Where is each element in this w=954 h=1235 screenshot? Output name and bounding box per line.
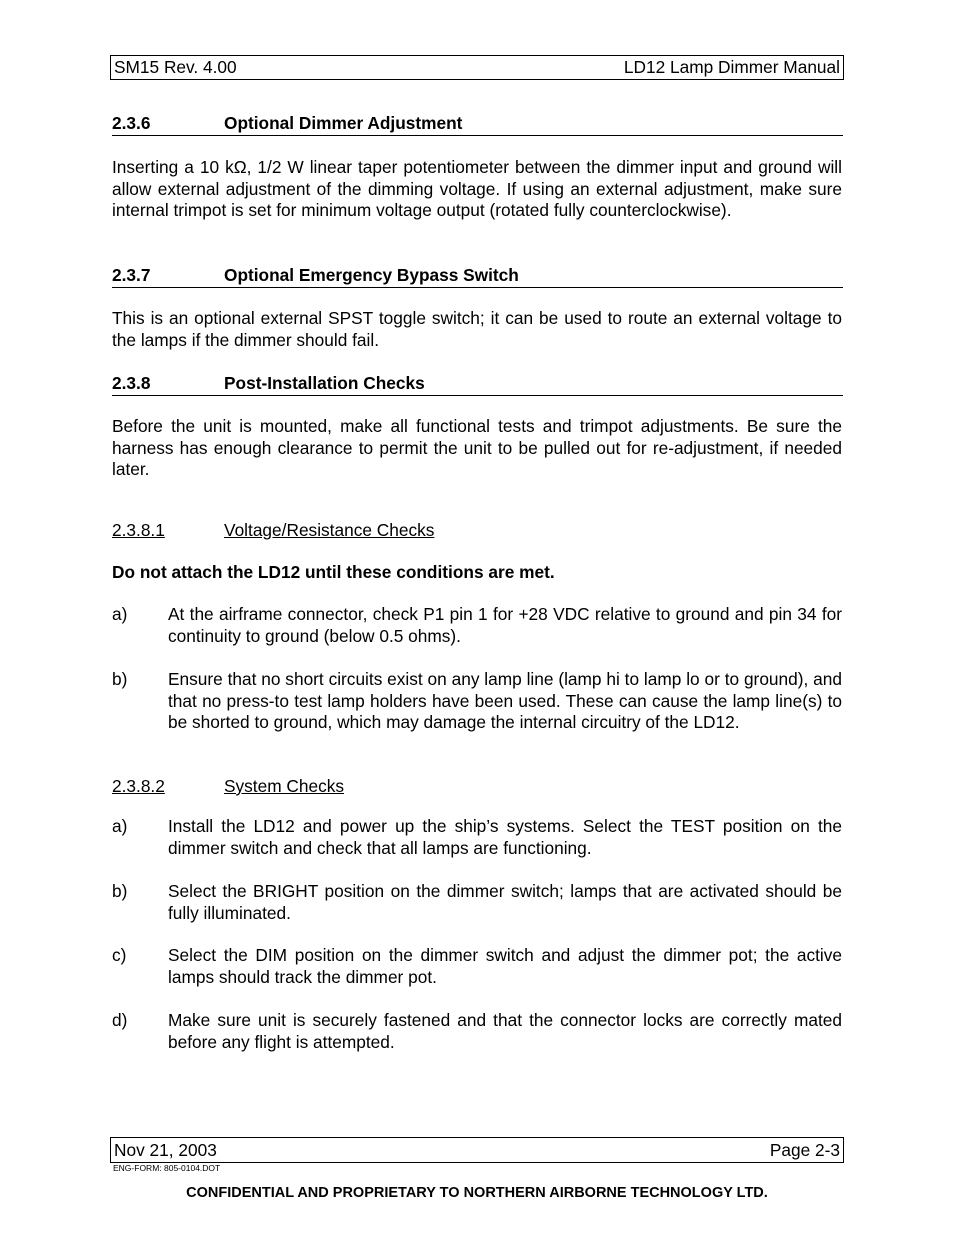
list-item-text: Select the BRIGHT position on the dimmer switch; lamps that are activated should be fully illuminated. xyxy=(168,881,842,923)
list-item xyxy=(112,881,842,924)
footer-date: Nov 21, 2003 xyxy=(114,1139,217,1160)
section-number: 2.3.7 xyxy=(112,265,151,285)
section-body-2-3-7: This is an optional external SPST toggle switch; it can be used to route an external voltage to the lamps if the dimmer should fail. xyxy=(112,308,842,350)
section-heading-2-3-8 xyxy=(112,373,843,396)
subsection-title: Voltage/Resistance Checks xyxy=(224,520,435,540)
section-heading-2-3-6 xyxy=(112,113,843,136)
subsection-number: 2.3.8.2 xyxy=(112,776,165,796)
list-item-text: Install the LD12 and power up the ship’s systems. Select the TEST position on the dimmer switch and check that all lamps are functioning. xyxy=(168,816,842,858)
header-doc-id: SM15 Rev. 4.00 xyxy=(114,57,237,77)
section-body-2-3-6: Inserting a 10 kΩ, 1/2 W linear taper potentiometer between the dimmer input and ground will allow external adjustment of the dimming voltage. If using an external adjustment, make sure internal trimpot is set for minimum voltage output (rotated fully counterclockwise). xyxy=(112,157,842,220)
list-item-label: b) xyxy=(112,881,128,901)
list-item-label: c) xyxy=(112,945,127,965)
page-header xyxy=(110,55,844,80)
subsection-title: System Checks xyxy=(224,776,345,796)
list-item-text: Make sure unit is securely fastened and that the connector locks are correctly mated before any flight is attempted. xyxy=(168,1010,842,1052)
list-item-label: d) xyxy=(112,1010,128,1030)
section-number: 2.3.6 xyxy=(112,113,151,133)
section-title: Post-Installation Checks xyxy=(224,373,425,393)
list-item xyxy=(112,669,842,734)
list-item-label: a) xyxy=(112,816,128,836)
list-item xyxy=(112,604,842,647)
form-id: ENG-FORM: 805-0104.DOT xyxy=(113,1163,221,1173)
footer-page-number: Page 2-3 xyxy=(769,1139,840,1160)
list-item xyxy=(112,1010,842,1053)
list-item-text: At the airframe connector, check P1 pin 1 for +28 VDC relative to ground and pin 34 for continuity to ground (below 0.5 ohms). xyxy=(168,604,842,646)
section-heading-2-3-7 xyxy=(112,265,843,288)
section-title: Optional Emergency Bypass Switch xyxy=(224,265,519,285)
list-item-text: Select the DIM position on the dimmer switch and adjust the dimmer pot; the active lamps should track the dimmer pot. xyxy=(168,945,842,987)
list-item-label: b) xyxy=(112,669,128,689)
list-item xyxy=(112,816,842,859)
subsection-heading-2-3-8-2 xyxy=(112,776,344,797)
header-doc-title: LD12 Lamp Dimmer Manual xyxy=(623,57,840,77)
list-item-label: a) xyxy=(112,604,128,624)
section-number: 2.3.8 xyxy=(112,373,151,393)
confidential-notice: CONFIDENTIAL AND PROPRIETARY TO NORTHERN AIRBORNE TECHNOLOGY LTD. xyxy=(186,1185,768,1201)
subsection-heading-2-3-8-1 xyxy=(112,520,434,541)
subsection-number: 2.3.8.1 xyxy=(112,520,165,540)
warning-text: Do not attach the LD12 until these conditions are met. xyxy=(112,562,555,582)
section-body-2-3-8: Before the unit is mounted, make all functional tests and trimpot adjustments. Be sure the harness has enough clearance to permit the unit to be pulled out for re-adjustment, if needed later. xyxy=(112,416,842,479)
list-item-text: Ensure that no short circuits exist on any lamp line (lamp hi to lamp lo or to ground), and that no press-to test lamp holders have been used. These can cause the lamp line(s) to be shorted to ground, which may damage the internal circuitry of the LD12. xyxy=(168,669,842,732)
page-footer xyxy=(110,1137,844,1163)
list-item xyxy=(112,945,842,988)
section-title: Optional Dimmer Adjustment xyxy=(224,113,463,133)
